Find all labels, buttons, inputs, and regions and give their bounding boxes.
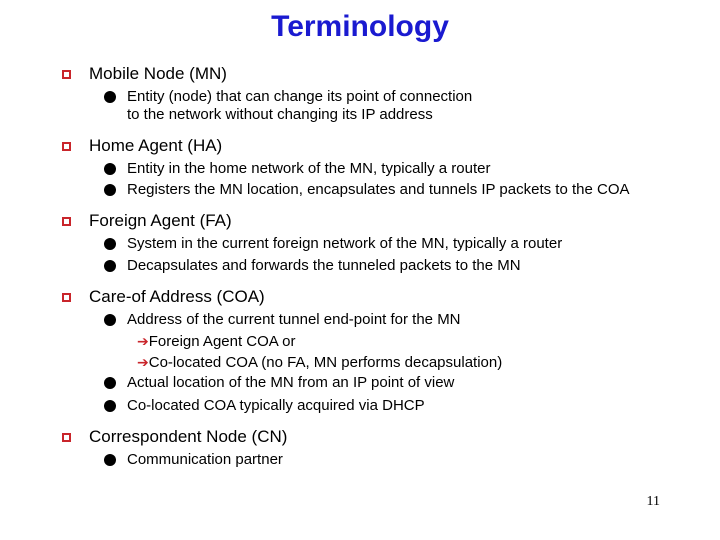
section-heading: Care-of Address (COA) bbox=[89, 287, 265, 306]
item-text-continuation: to the network without changing its IP address bbox=[127, 106, 433, 123]
square-bullet-icon bbox=[62, 433, 71, 442]
round-bullet-icon bbox=[104, 377, 116, 389]
arrow-right-icon: ➔ bbox=[137, 354, 149, 370]
round-bullet-icon bbox=[104, 454, 116, 466]
item-text: Address of the current tunnel end-point for the MN bbox=[127, 311, 461, 328]
round-bullet-icon bbox=[104, 184, 116, 196]
round-bullet-icon bbox=[104, 314, 116, 326]
item-text: System in the current foreign network of the MN, typically a router bbox=[127, 235, 563, 252]
item-text: Entity in the home network of the MN, typically a router bbox=[127, 160, 491, 177]
section-heading: Home Agent (HA) bbox=[89, 136, 223, 155]
sub-item-text: Foreign Agent COA or bbox=[148, 333, 296, 350]
arrow-right-icon: ➔ bbox=[137, 333, 149, 349]
item-text: Entity (node) that can change its point of connection bbox=[127, 88, 473, 105]
item-text: Communication partner bbox=[127, 451, 283, 468]
square-bullet-icon bbox=[62, 70, 71, 79]
round-bullet-icon bbox=[104, 260, 116, 272]
item-text: Registers the MN location, encapsulates and tunnels IP packets to the COA bbox=[127, 181, 630, 198]
item-text: Decapsulates and forwards the tunneled packets to the MN bbox=[127, 257, 521, 274]
item-text: Co-located COA typically acquired via DHCP bbox=[127, 397, 425, 414]
round-bullet-icon bbox=[104, 238, 116, 250]
page-number: 11 bbox=[646, 494, 660, 509]
round-bullet-icon bbox=[104, 163, 116, 175]
section-heading: Foreign Agent (FA) bbox=[89, 211, 232, 230]
sub-list-item bbox=[137, 353, 502, 371]
item-text: Actual location of the MN from an IP point of view bbox=[127, 374, 455, 391]
slide-title: Terminology bbox=[271, 10, 449, 43]
round-bullet-icon bbox=[104, 400, 116, 412]
square-bullet-icon bbox=[62, 217, 71, 226]
square-bullet-icon bbox=[62, 293, 71, 302]
section-heading: Mobile Node (MN) bbox=[89, 64, 227, 83]
section-heading: Correspondent Node (CN) bbox=[89, 427, 288, 446]
round-bullet-icon bbox=[104, 91, 116, 103]
sub-list-item bbox=[137, 332, 295, 350]
square-bullet-icon bbox=[62, 142, 71, 151]
sub-item-text: Co-located COA (no FA, MN performs decapsulation) bbox=[148, 354, 503, 371]
